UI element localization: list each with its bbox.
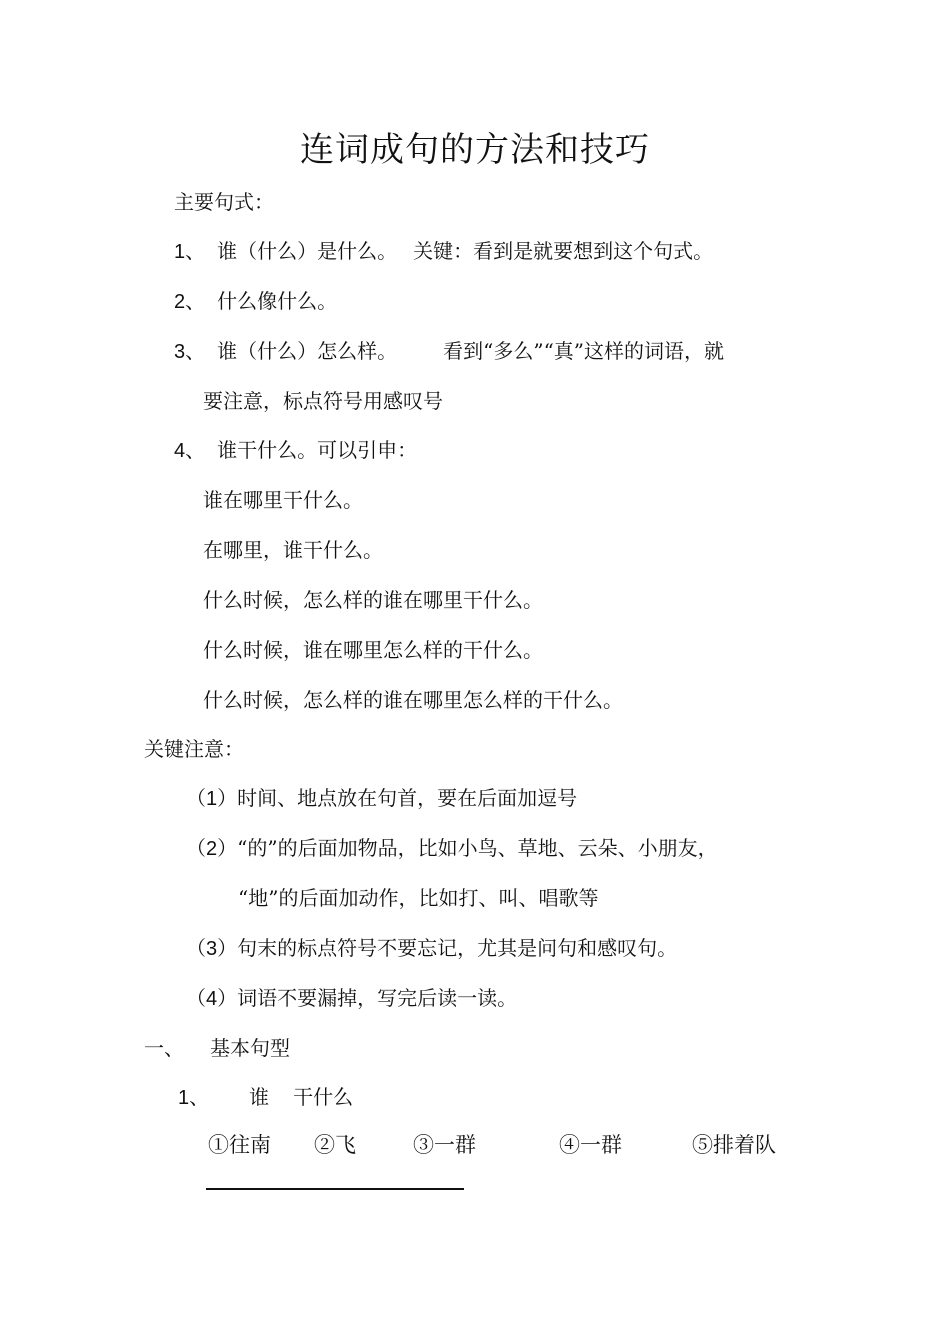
extended-pattern: 什么时候，谁在哪里怎么样的干什么。	[203, 638, 543, 662]
pattern-item-1-num: 1、	[174, 241, 206, 263]
pattern-item-2-num: 2、	[174, 291, 206, 313]
section-basic-num: 一、	[144, 1036, 184, 1060]
pattern-item-1	[174, 237, 713, 266]
note-item-4-num: （4）	[186, 988, 238, 1010]
pattern-item-4-num: 4、	[174, 440, 206, 462]
basic-sub-item-1-num: 1、	[178, 1087, 210, 1109]
word-option: ④一群	[559, 1133, 622, 1157]
basic-sub-item-1-label-b: 干什么	[293, 1085, 354, 1109]
word-option: ②飞	[314, 1133, 356, 1157]
pattern-item-3-num: 3、	[174, 341, 206, 363]
key-notes-heading: 关键注意：	[144, 737, 244, 761]
basic-sub-item-1-label-a: 谁	[249, 1085, 270, 1109]
pattern-item-1-text: 谁（什么）是什么。	[217, 239, 398, 263]
pattern-item-1-note: 关键：看到是就要想到这个句式。	[413, 239, 714, 263]
pattern-item-3	[174, 337, 724, 366]
section-basic-title: 基本句型	[210, 1036, 290, 1060]
note-item-2	[186, 834, 718, 863]
pattern-item-2-text: 什么像什么。	[217, 289, 338, 313]
note-item-4-text: 词语不要漏掉，写完后读一读。	[237, 986, 518, 1010]
pattern-item-4	[174, 436, 417, 465]
note-item-2-text: “的”的后面加物品，比如小鸟、草地、云朵、小朋友，	[237, 836, 718, 860]
section-basic-heading	[144, 1034, 290, 1062]
word-option: ③一群	[413, 1133, 476, 1157]
note-item-3-text: 句末的标点符号不要忘记，尤其是问句和感叹句。	[237, 936, 678, 960]
main-patterns-heading: 主要句式：	[174, 190, 274, 214]
note-item-3	[186, 934, 677, 963]
note-item-1-text: 时间、地点放在句首，要在后面加逗号	[237, 786, 578, 810]
pattern-item-3-note-continued: 要注意，标点符号用感叹号	[203, 389, 443, 413]
extended-pattern: 什么时候，怎么样的谁在哪里怎么样的干什么。	[203, 688, 623, 712]
note-item-2-num: （2）	[186, 838, 238, 860]
pattern-item-2	[174, 287, 337, 316]
note-item-3-num: （3）	[186, 938, 238, 960]
note-item-2-continued: “地”的后面加动作，比如打、叫、唱歌等	[238, 886, 599, 910]
document-title: 连词成句的方法和技巧	[300, 130, 650, 170]
pattern-item-3-text: 谁（什么）怎么样。	[217, 339, 398, 363]
pattern-item-3-note: 看到“多么”“真”这样的词语，就	[443, 339, 725, 363]
basic-sub-item-1	[178, 1083, 353, 1112]
note-item-4	[186, 984, 517, 1013]
word-option: ①往南	[208, 1133, 271, 1157]
extended-pattern: 在哪里，谁干什么。	[203, 538, 383, 562]
note-item-1-num: （1）	[186, 788, 238, 810]
note-item-1	[186, 784, 577, 813]
pattern-item-4-text: 谁干什么。可以引申：	[217, 438, 418, 462]
answer-blank-line[interactable]	[206, 1188, 464, 1190]
extended-pattern: 什么时候，怎么样的谁在哪里干什么。	[203, 588, 543, 612]
extended-pattern: 谁在哪里干什么。	[203, 488, 363, 512]
word-option: ⑤排着队	[692, 1133, 776, 1157]
